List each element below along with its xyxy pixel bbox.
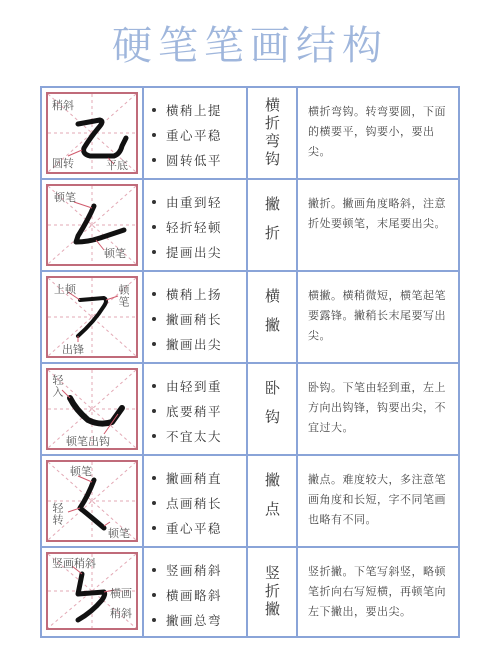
bullet-dot-icon xyxy=(152,200,156,204)
stroke-note: 上顿 xyxy=(54,283,76,296)
bullet-dot-icon xyxy=(152,133,156,137)
bullet-dot-icon xyxy=(152,108,156,112)
bullet-dot-icon xyxy=(152,342,156,346)
stroke-note: 顿笔 xyxy=(70,465,92,478)
table-row xyxy=(42,364,458,456)
stroke-practice-grid xyxy=(46,460,138,542)
grid-cell xyxy=(42,180,144,270)
tips-cell xyxy=(144,456,248,546)
list-item: 不宜太大 xyxy=(152,424,242,449)
stroke-note: 横画 xyxy=(110,587,132,600)
desc-cell xyxy=(298,272,458,362)
desc-cell xyxy=(298,180,458,270)
stroke-name: 横撇 xyxy=(263,288,281,346)
list-item: 横画略斜 xyxy=(152,583,242,608)
list-item: 撇画总弯 xyxy=(152,608,242,633)
stroke-note: 出锋 xyxy=(62,343,84,356)
stroke-note: 顿笔 xyxy=(117,284,130,308)
desc-cell xyxy=(298,456,458,546)
tips-cell xyxy=(144,180,248,270)
stroke-note: 稍斜 xyxy=(110,607,132,620)
stroke-description: 横撇。横稍微短，横笔起笔要露锋。撇稍长末尾要写出尖。 xyxy=(308,289,446,342)
list-item: 竖画稍斜 xyxy=(152,558,242,583)
list-item: 轻折轻顿 xyxy=(152,215,242,240)
bullet-dot-icon xyxy=(152,225,156,229)
bullet-dot-icon xyxy=(152,568,156,572)
page-title: 硬笔笔画结构 xyxy=(112,23,388,69)
tips-cell xyxy=(144,272,248,362)
bullet-dot-icon xyxy=(152,501,156,505)
tips-list xyxy=(152,558,242,633)
stroke-practice-grid xyxy=(46,276,138,358)
table-row xyxy=(42,180,458,272)
table-row xyxy=(42,272,458,364)
stroke-note: 顿笔 xyxy=(54,191,76,204)
desc-cell xyxy=(298,88,458,178)
stroke-note: 轻入 xyxy=(51,374,64,398)
stroke-practice-grid xyxy=(46,184,138,266)
bullet-dot-icon xyxy=(152,384,156,388)
name-cell xyxy=(248,272,298,362)
stroke-name: 竖折撇 xyxy=(263,565,281,619)
stroke-note: 轻转 xyxy=(51,502,64,526)
stroke-name: 撇折 xyxy=(263,196,281,254)
tips-cell xyxy=(144,548,248,636)
list-item: 重心平稳 xyxy=(152,123,242,148)
bullet-dot-icon xyxy=(152,158,156,162)
bullet-dot-icon xyxy=(152,409,156,413)
stroke-description: 横折弯钩。转弯要圆，下面的横要平，钩要小，要出尖。 xyxy=(308,105,446,158)
tips-list xyxy=(152,374,242,449)
stroke-table xyxy=(40,86,460,638)
stroke-practice-grid xyxy=(46,92,138,174)
list-item: 圆转低平 xyxy=(152,148,242,173)
desc-cell xyxy=(298,548,458,636)
name-cell xyxy=(248,456,298,546)
stroke-note: 稍斜 xyxy=(52,99,74,112)
list-item: 横稍上提 xyxy=(152,98,242,123)
stroke-note: 顿笔出钩 xyxy=(66,435,110,448)
list-item: 撇画稍直 xyxy=(152,466,242,491)
name-cell xyxy=(248,88,298,178)
tips-list xyxy=(152,98,242,173)
stroke-description: 撇点。难度较大，多注意笔画角度和长短，字不同笔画也略有不同。 xyxy=(308,473,446,526)
list-item: 撇画稍长 xyxy=(152,307,242,332)
grid-cell xyxy=(42,548,144,636)
table-row xyxy=(42,548,458,636)
bullet-dot-icon xyxy=(152,526,156,530)
tips-list xyxy=(152,282,242,357)
list-item: 重心平稳 xyxy=(152,516,242,541)
bullet-dot-icon xyxy=(152,593,156,597)
stroke-name: 撇点 xyxy=(263,472,281,530)
stroke-practice-grid xyxy=(46,552,138,630)
tips-cell xyxy=(144,364,248,454)
stroke-note: 平底 xyxy=(106,159,128,172)
bullet-dot-icon xyxy=(152,250,156,254)
bullet-dot-icon xyxy=(152,434,156,438)
tips-list xyxy=(152,466,242,541)
list-item: 撇画出尖 xyxy=(152,332,242,357)
list-item: 由轻到重 xyxy=(152,374,242,399)
list-item: 横稍上扬 xyxy=(152,282,242,307)
stroke-note: 竖画稍斜 xyxy=(52,557,96,570)
tips-cell xyxy=(144,88,248,178)
grid-cell xyxy=(42,272,144,362)
name-cell xyxy=(248,548,298,636)
table-row xyxy=(42,88,458,180)
stroke-description: 撇折。撇画角度略斜，注意折处要顿笔，末尾要出尖。 xyxy=(308,197,446,230)
grid-cell xyxy=(42,88,144,178)
list-item: 底要稍平 xyxy=(152,399,242,424)
tips-list xyxy=(152,190,242,265)
stroke-name: 卧钩 xyxy=(263,380,281,438)
bullet-dot-icon xyxy=(152,292,156,296)
stroke-note: 圆转 xyxy=(52,157,74,170)
list-item: 由重到轻 xyxy=(152,190,242,215)
list-item: 点画稍长 xyxy=(152,491,242,516)
desc-cell xyxy=(298,364,458,454)
grid-cell xyxy=(42,364,144,454)
list-item: 提画出尖 xyxy=(152,240,242,265)
stroke-note: 顿笔 xyxy=(104,247,126,260)
name-cell xyxy=(248,180,298,270)
stroke-practice-grid xyxy=(46,368,138,450)
grid-cell xyxy=(42,456,144,546)
table-row xyxy=(42,456,458,548)
stroke-description: 卧钩。下笔由轻到重，左上方向出钩锋，钩要出尖，不宜过大。 xyxy=(308,381,446,434)
stroke-note: 顿笔 xyxy=(108,527,130,540)
bullet-dot-icon xyxy=(152,317,156,321)
bullet-dot-icon xyxy=(152,476,156,480)
stroke-description: 竖折撇。下笔写斜竖，略顿笔折向右写短横，再顿笔向左下撇出，要出尖。 xyxy=(308,565,446,618)
stroke-name: 横折弯钩 xyxy=(263,97,281,169)
name-cell xyxy=(248,364,298,454)
bullet-dot-icon xyxy=(152,618,156,622)
